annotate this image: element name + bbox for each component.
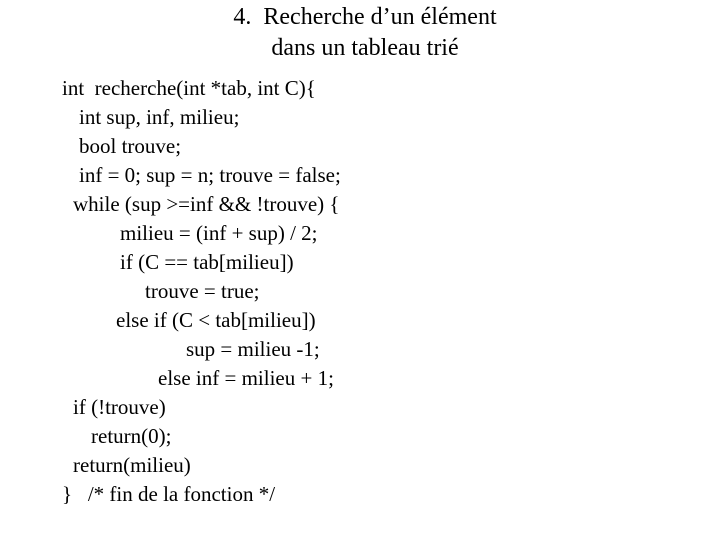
code-line-5: while (sup >=inf && !trouve) { [73, 192, 340, 216]
code-line-1: int recherche(int *tab, int C){ [62, 76, 316, 100]
code-line-15: } /* fin de la fonction */ [62, 482, 276, 506]
code-line-7: if (C == tab[milieu]) [120, 250, 294, 274]
code-line-11: else inf = milieu + 1; [158, 366, 334, 390]
slide-title [0, 2, 720, 64]
code-line-10: sup = milieu -1; [186, 337, 320, 361]
code-line-2: int sup, inf, milieu; [79, 105, 240, 129]
slide-title-line-1: 4. Recherche d’un élément [233, 4, 497, 30]
slide-title-line-2: dans un tableau trié [271, 35, 459, 61]
code-line-8: trouve = true; [145, 279, 260, 303]
code-line-9: else if (C < tab[milieu]) [116, 308, 316, 332]
code-line-4: inf = 0; sup = n; trouve = false; [79, 163, 341, 187]
code-line-3: bool trouve; [79, 134, 182, 158]
code-line-14: return(milieu) [73, 453, 191, 477]
code-line-6: milieu = (inf + sup) / 2; [120, 221, 318, 245]
code-line-13: return(0); [91, 424, 172, 448]
code-line-12: if (!trouve) [73, 395, 166, 419]
